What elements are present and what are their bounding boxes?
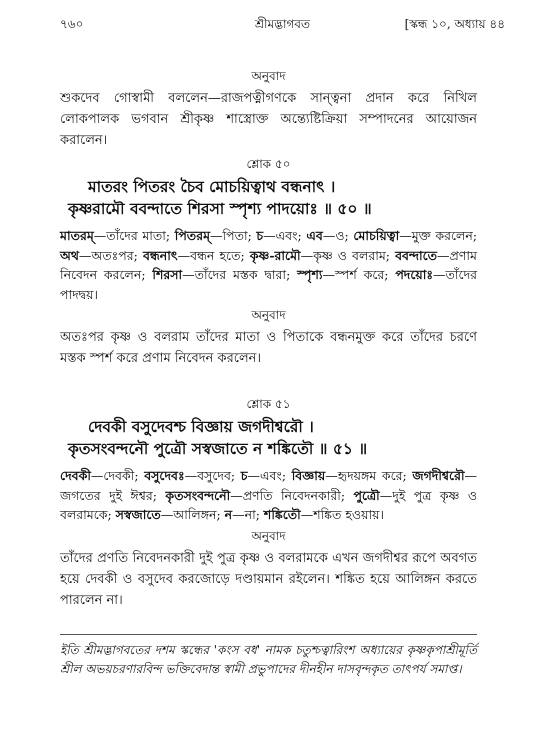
verse-label: শ্লোক ৫০: [246, 157, 291, 171]
synonym-meaning: পিতা: [222, 228, 248, 243]
synonym-meaning: তাঁদের পাদদ্বয়: [60, 267, 478, 302]
synonym-term: পিতরম্: [174, 228, 211, 243]
synonym-term: স্পৃশ্য: [297, 267, 323, 282]
synonym-meaning: মুক্ত করলেন: [411, 228, 473, 243]
synonym-term: এব: [306, 228, 323, 243]
synonyms: মাতরম্—তাঁদের মাতা; পিতরম্—পিতা; চ—এবং; এব—ও; মোচয়িত্বা—মুক্ত করলেন; অথ—অতঃপর; বন্ধনাৎ—বন্ধন হতে; কৃষ্ণ-রামৌ—কৃষ্ণ ও বলরাম; ববন্দাতে—প্রণাম নিবেদন করলেন; শিরসা—তাঁদের মস্তক দ্বারা; স্পৃশ্য—স্পর্শ করে; পদয়োঃ—তাঁদের পাদদ্বয়।: [60, 228, 478, 302]
running-title: শ্রীমদ্ভাগবত: [254, 17, 310, 31]
synonym-term: পুত্রৌ: [353, 487, 380, 503]
translation-text: শুকদেব গোস্বামী বললেন—রাজপত্নীগণকে সান্ত্বনা প্রদান করে নিখিল লোকপালক ভগবান শ্রীকৃষ্ণ শাস্ত্রোক্ত অন্ত্যেষ্টিক্রিয়া সম্পাদনের আয়োজন করালেন।: [60, 91, 477, 148]
synonym-meaning: ও: [335, 228, 345, 243]
translation-label: অনুবাদ: [251, 528, 286, 543]
translation-label: অনুবাদ: [251, 308, 286, 322]
divider: [60, 634, 477, 635]
synonym-term: বিজ্ঞায়: [291, 468, 326, 483]
verse-51: [60, 396, 477, 611]
synonym-meaning: স্পর্শ করে: [335, 267, 385, 282]
synonym-meaning: শঙ্কিত হওয়ায়: [313, 507, 380, 522]
synonym-meaning: তাঁদের মাতা: [106, 228, 166, 243]
synonym-meaning: হৃদয়ঙ্গম করে: [337, 468, 403, 483]
synonym-meaning: অতঃপর: [91, 247, 134, 263]
section-reference: [স্কন্ধ ১০, অধ্যায় ৪৪: [404, 17, 505, 31]
synonym-term: মোচয়িত্বা: [353, 228, 400, 243]
synonyms: দেবকী—দেবকী; বসুদেবঃ—বসুদেব; চ—এবং; বিজ্ঞায়—হৃদয়ঙ্গম করে; জগদীশ্বরৌ—জগতের দুই ঈশ্বর; কৃতসংবন্দনৌ—প্রণতি নিবেদনকারী; পুত্রৌ—দুই পুত্র কৃষ্ণ ও বলরামকে; সস্বজাতে—আলিঙ্গন; ন—না; শঙ্কিতৌ—শঙ্কিত হওয়ায়।: [60, 468, 478, 522]
synonym-meaning: কৃষ্ণ ও বলরাম: [313, 247, 386, 263]
synonym-term: চ: [240, 468, 248, 483]
translation-label: অনুবাদ: [251, 69, 286, 83]
synonym-meaning: তাঁদের মস্তক দ্বারা: [194, 267, 287, 282]
verse-label: শ্লোক ৫১: [246, 397, 291, 411]
translation-text: অতঃপর কৃষ্ণ ও বলরাম তাঁদের মাতা ও পিতাকে বন্ধনমুক্ত করে তাঁদের চরণে মস্তক স্পর্শ করে প্রণাম নিবেদন করলেন।: [60, 330, 477, 366]
chapter-closing-note: ইতি শ্রীমদ্ভাগবতের দশম স্কন্ধের 'কংস বধ' নামক চতুশ্চত্বারিংশ অধ্যায়ের কৃষ্ণকৃপাশ্রীমূর্তি শ্রীল অভয়চরণারবিন্দ ভক্তিবেদান্ত স্বামী প্রভুপাদের দীনহীন দাসবৃন্দকৃত তাৎপর্য সমাপ্ত।: [60, 643, 477, 676]
synonym-meaning: এবং: [260, 468, 282, 483]
synonym-term: অথ: [60, 247, 79, 263]
verse-50: [60, 156, 477, 369]
synonym-meaning: দুই পুত্র কৃষ্ণ ও বলরামকে: [60, 487, 478, 522]
synonym-term: মাতরম্: [60, 228, 94, 243]
synonym-term: জগদীশ্বরৌ: [412, 468, 465, 483]
synonym-term: কৃতসংবন্দনৌ: [165, 487, 231, 503]
page-number: ৭৬০: [60, 17, 84, 31]
synonym-meaning: দেবকী: [103, 468, 135, 483]
synonym-term: ন: [224, 507, 233, 522]
verse-line-1: দেবকী বসুদেবশ্চ বিজ্ঞায় জগদীশ্বরৌ ।: [88, 417, 314, 436]
synonym-term: বসুদেবঃ: [144, 468, 185, 483]
synonym-meaning: বন্ধন হতে: [190, 247, 241, 263]
verse-line-2: কৃতসংবন্দনৌ পুত্রৌ সস্বজাতে ন শঙ্কিতৌ ॥ ৫১ ॥: [68, 439, 368, 458]
synonym-term: চ: [256, 228, 264, 243]
translation-block-1: [60, 68, 477, 151]
verse-line-1: মাতরং পিতরং চৈব মোচয়িত্বাথ বন্ধনাৎ ।: [88, 177, 336, 196]
synonym-meaning: আলিঙ্গন: [173, 507, 217, 522]
synonym-term: কৃষ্ণ-রামৌ: [249, 247, 301, 263]
translation-text: তাঁদের প্রণতি নিবেদনকারী দুই পুত্র কৃষ্ণ ও বলরামকে এখন জগদীশ্বর রূপে অবগত হয়ে দেবকী ও বসুদেব করজোড়ে দণ্ডায়মান রইলেন। শঙ্কিত হয়ে আলিঙ্গন করতে পারলেন না।: [60, 550, 477, 608]
synonym-meaning: জগতের দুই ঈশ্বর: [60, 487, 153, 503]
synonym-term: পদয়োঃ: [395, 267, 434, 282]
synonym-meaning: প্রণতি নিবেদনকারী: [242, 487, 341, 503]
page-header: [60, 16, 505, 36]
synonym-term: সস্বজাতে: [115, 507, 161, 522]
synonym-term: বন্ধনাৎ: [142, 247, 178, 263]
synonym-term: দেবকী: [60, 468, 91, 483]
synonym-meaning: এবং: [275, 228, 298, 243]
synonym-term: ববন্দাতে: [395, 247, 438, 263]
verse-line-2: কৃষ্ণরামৌ ববন্দাতে শিরসা স্পৃশ্য পাদয়োঃ ॥ ৫০ ॥: [68, 199, 372, 218]
synonym-term: শঙ্কিতৌ: [263, 507, 301, 522]
synonym-meaning: না: [244, 507, 256, 522]
synonym-meaning: প্রণাম নিবেদন করলেন: [60, 247, 478, 282]
synonym-meaning: বসুদেব: [197, 468, 231, 483]
synonym-term: শিরসা: [152, 267, 183, 282]
